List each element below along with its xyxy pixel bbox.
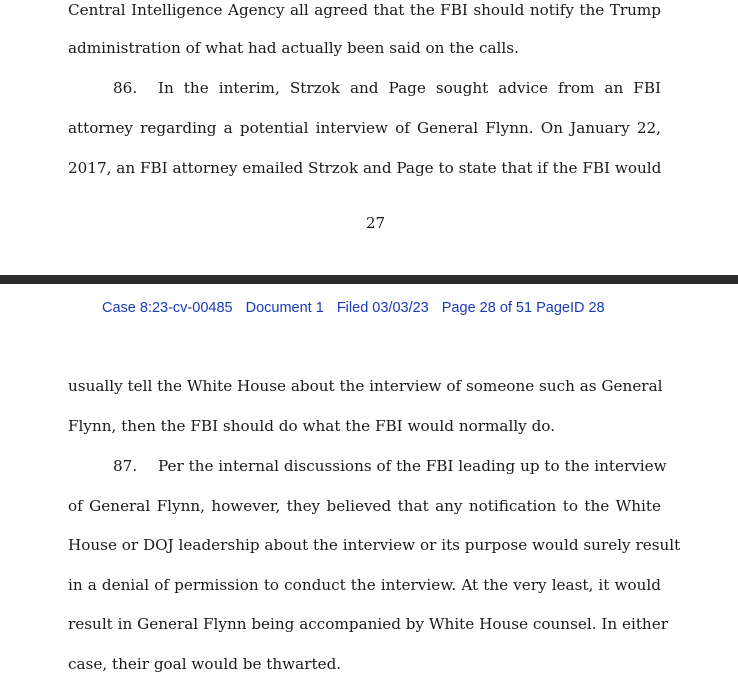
text-line: of General Flynn, however, they believed that any notification to the White — [68, 497, 661, 515]
text-line: result in General Flynn being accompanied by White House counsel. In either — [68, 615, 668, 633]
page-break-divider — [0, 275, 738, 284]
paragraph-86-first-line — [68, 78, 661, 98]
document-number: Document 1 — [245, 300, 324, 316]
paragraph-87-first-line — [68, 456, 667, 476]
page-count: Page 28 of 51 — [441, 300, 533, 316]
text-span: Per the internal discussions of the FBI leading up to the interview — [158, 457, 667, 475]
text-line: case, their goal would be thwarted. — [68, 655, 342, 673]
filed-date: Filed 03/03/23 — [336, 300, 429, 316]
text-line: 2017, an FBI attorney emailed Strzok and Page to state that if the FBI would — [68, 159, 662, 177]
case-header — [102, 298, 614, 318]
text-line: administration of what had actually been said on the calls. — [68, 39, 519, 57]
paragraph-number: 86. — [113, 79, 138, 97]
text-span: In the interim, Strzok and Page sought advice from an FBI — [158, 79, 661, 97]
page-number: 27 — [365, 214, 386, 232]
text-line: attorney regarding a potential interview of General Flynn. On January 22, — [68, 119, 661, 137]
text-line: usually tell the White House about the interview of someone such as General — [68, 377, 663, 395]
text-line: House or DOJ leadership about the interview or its purpose would surely result — [68, 536, 681, 554]
text-line: Central Intelligence Agency all agreed that the FBI should notify the Trump — [68, 1, 661, 19]
text-line: Flynn, then the FBI should do what the FBI would normally do. — [68, 417, 556, 435]
text-line: in a denial of permission to conduct the interview. At the very least, it would — [68, 576, 661, 594]
page-id: PageID 28 — [536, 300, 605, 316]
case-number: Case 8:23-cv-00485 — [102, 300, 233, 316]
paragraph-number: 87. — [113, 457, 138, 475]
